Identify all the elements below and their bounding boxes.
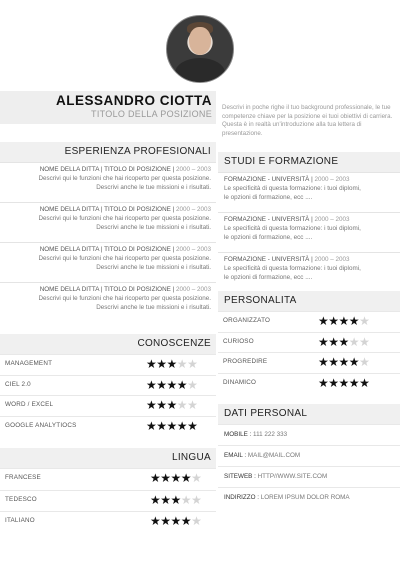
experience-header-line (0, 286, 211, 295)
star-icon: ★ (150, 514, 161, 528)
star-icon: ★ (156, 357, 167, 371)
star-icon: ★ (150, 471, 161, 485)
contact-value: MAIL@MAIL.COM (247, 452, 301, 459)
personality-row (218, 352, 400, 372)
star-icon: ★ (328, 314, 339, 328)
star-icon: ★ (166, 398, 177, 412)
languages-heading: LINGUA (0, 448, 216, 468)
star-icon: ★ (156, 418, 167, 433)
education-header-line (224, 176, 400, 185)
star-icon: ★ (318, 355, 329, 369)
personality-row (218, 373, 400, 393)
experience-item (0, 202, 216, 240)
star-icon: ★ (176, 377, 188, 392)
rating-stars (318, 334, 369, 350)
experience-header-line (0, 246, 211, 255)
experience-desc: Descrivi qui le funzioni che hai ricoperto per questa posizione. (38, 294, 211, 302)
education-desc: le opzioni di formazione, ecc .... (224, 193, 313, 201)
star-icon: ★ (146, 357, 157, 371)
experience-role: NOME DELLA DITTA | TITOLO DI POSIZIONE | (39, 246, 175, 253)
contact-row (218, 445, 400, 466)
star-icon: ★ (160, 514, 171, 528)
star-icon: ★ (187, 418, 198, 433)
language-row (0, 468, 216, 488)
job-title: TITOLO DELLA POSIZIONE (91, 109, 212, 119)
personality-row-label: CURIOSO (223, 337, 254, 345)
skill-row (0, 375, 216, 395)
star-icon: ★ (328, 375, 339, 390)
rating-stars (150, 470, 201, 486)
photo-face (189, 27, 211, 55)
education-year: 2000 – 2003 (314, 256, 350, 263)
rating-stars (146, 356, 197, 372)
contact-key: MOBILE : (224, 431, 252, 438)
personality-heading: PERSONALITA (218, 291, 400, 311)
contact-key: INDIRIZZO : (224, 494, 259, 501)
star-icon: ★ (187, 398, 198, 412)
star-icon: ★ (359, 375, 370, 390)
star-icon: ★ (170, 471, 181, 485)
star-icon: ★ (328, 355, 339, 369)
education-desc: Le specificità di questa formazione: i tuoi diplomi, (224, 224, 361, 232)
star-icon: ★ (348, 314, 360, 328)
photo-shirt (175, 58, 225, 83)
star-icon: ★ (166, 418, 177, 433)
experience-header-line (0, 166, 211, 175)
contact-heading: DATI PERSONAL (218, 404, 400, 424)
star-icon: ★ (150, 492, 161, 507)
skill-row-label: GOOGLE ANALYTIOCS (5, 421, 77, 429)
education-year: 2000 – 2003 (314, 176, 350, 183)
education-item (218, 252, 400, 290)
star-icon: ★ (348, 355, 360, 369)
rating-stars (146, 397, 197, 413)
star-icon: ★ (146, 398, 157, 412)
education-role: FORMAZIONE - UNIVERSITÀ | (224, 176, 313, 183)
education-role: FORMAZIONE - UNIVERSITÀ | (224, 256, 313, 263)
star-icon: ★ (146, 418, 157, 433)
skill-row-label: CIEL 2.0 (5, 380, 31, 388)
star-icon: ★ (359, 314, 370, 328)
language-row (0, 490, 216, 510)
rating-stars (146, 418, 197, 434)
star-icon: ★ (338, 334, 349, 349)
star-icon: ★ (166, 377, 177, 392)
star-icon: ★ (348, 334, 360, 349)
education-item (218, 172, 400, 210)
experience-desc: Descrivi anche le tue missioni e i risultati. (96, 263, 211, 271)
experience-desc: Descrivi qui le funzioni che hai ricoperto per questa posizione. (38, 214, 211, 222)
education-header-line (224, 216, 400, 225)
star-icon: ★ (187, 357, 198, 371)
experience-item (0, 282, 216, 320)
star-icon: ★ (156, 377, 167, 392)
star-icon: ★ (318, 314, 329, 328)
skill-row (0, 416, 216, 436)
star-icon: ★ (180, 471, 192, 485)
experience-role: NOME DELLA DITTA | TITOLO DI POSIZIONE | (39, 206, 175, 213)
star-icon: ★ (191, 514, 202, 528)
star-icon: ★ (160, 471, 171, 485)
star-icon: ★ (146, 377, 157, 392)
language-row-label: FRANCESE (5, 474, 41, 481)
star-icon: ★ (160, 492, 171, 507)
contact-value: 111 222 333 (253, 431, 288, 438)
education-item (218, 212, 400, 250)
star-icon: ★ (328, 334, 339, 349)
experience-desc: Descrivi qui le funzioni che hai ricoperto per questa posizione. (38, 174, 211, 182)
experience-year: 2000 – 2003 (175, 206, 211, 213)
language-row-label: TEDESCO (5, 495, 37, 503)
star-icon: ★ (180, 514, 192, 528)
star-icon: ★ (170, 492, 181, 507)
rating-stars (150, 513, 201, 529)
star-icon: ★ (338, 355, 349, 369)
education-desc: Le specificità di questa formazione: i tuoi diplomi, (224, 184, 361, 192)
rating-stars (150, 492, 201, 508)
star-icon: ★ (176, 418, 188, 433)
experience-item (0, 162, 216, 200)
education-year: 2000 – 2003 (314, 216, 350, 223)
star-icon: ★ (156, 398, 167, 412)
experience-role: NOME DELLA DITTA | TITOLO DI POSIZIONE | (39, 286, 175, 293)
intro-text: Descrivi in poche righe il tuo background professionale, le tue competenze chiave per la posizione ei tuoi obiettivi di carriera. Questa è in realtà un'introduzione alla tua lettera di presentazione. (222, 104, 393, 137)
experience-heading: ESPERIENZA PROFESIONALI (0, 142, 216, 162)
skill-row-label: WORD / EXCEL (5, 401, 54, 408)
star-icon: ★ (338, 375, 349, 390)
star-icon: ★ (348, 375, 360, 390)
rating-stars (318, 313, 369, 329)
skills-heading: CONOSCENZE (0, 334, 216, 354)
star-icon: ★ (166, 357, 177, 371)
language-row (0, 511, 216, 531)
personality-row-label: DINAMICO (223, 378, 257, 386)
experience-desc: Descrivi qui le funzioni che hai ricoperto per questa posizione. (38, 254, 211, 262)
language-row-label: ITALIANO (5, 517, 35, 524)
rating-stars (146, 377, 197, 393)
education-heading: STUDI E FORMAZIONE (218, 152, 400, 172)
skill-row (0, 395, 216, 415)
star-icon: ★ (338, 314, 349, 328)
experience-desc: Descrivi anche le tue missioni e i risultati. (96, 223, 211, 231)
rating-stars (318, 375, 369, 391)
star-icon: ★ (176, 398, 188, 412)
star-icon: ★ (191, 492, 202, 507)
experience-header-line (0, 206, 211, 215)
education-header-line (224, 256, 400, 265)
star-icon: ★ (318, 375, 329, 390)
experience-desc: Descrivi anche le tue missioni e i risultati. (96, 303, 211, 311)
personality-row-label: ORGANIZZATO (223, 317, 271, 324)
candidate-name: ALESSANDRO CIOTTA (56, 93, 212, 108)
education-role: FORMAZIONE - UNIVERSITÀ | (224, 216, 313, 223)
contact-key: EMAIL : (224, 452, 247, 459)
rating-stars (318, 354, 369, 370)
contact-row (218, 424, 400, 445)
star-icon: ★ (191, 471, 202, 485)
experience-year: 2000 – 2003 (175, 246, 211, 253)
star-icon: ★ (359, 334, 370, 349)
star-icon: ★ (359, 355, 370, 369)
star-icon: ★ (318, 334, 329, 349)
experience-year: 2000 – 2003 (175, 286, 211, 293)
contact-value: LOREM IPSUM DOLOR ROMA (260, 494, 350, 501)
education-desc: le opzioni di formazione, ecc .... (224, 273, 313, 281)
skill-row-label: MANAGEMENT (5, 360, 53, 367)
contact-key: SITEWEB : (224, 473, 256, 480)
personality-row (218, 332, 400, 352)
profile-photo (166, 15, 234, 83)
star-icon: ★ (180, 492, 192, 507)
contact-value: HTTP//WWW.SITE.COM (257, 473, 328, 480)
star-icon: ★ (176, 357, 188, 371)
education-desc: le opzioni di formazione, ecc .... (224, 233, 313, 241)
skill-row (0, 354, 216, 374)
personality-row-label: PROGREDIRE (223, 358, 268, 365)
star-icon: ★ (187, 377, 198, 392)
experience-year: 2000 – 2003 (175, 166, 211, 173)
experience-desc: Descrivi anche le tue missioni e i risultati. (96, 183, 211, 191)
contact-row (218, 487, 400, 508)
experience-role: NOME DELLA DITTA | TITOLO DI POSIZIONE | (39, 166, 175, 173)
contact-row (218, 466, 400, 487)
education-desc: Le specificità di questa formazione: i tuoi diplomi, (224, 264, 361, 272)
experience-item (0, 242, 216, 280)
star-icon: ★ (170, 514, 181, 528)
personality-row (218, 311, 400, 331)
